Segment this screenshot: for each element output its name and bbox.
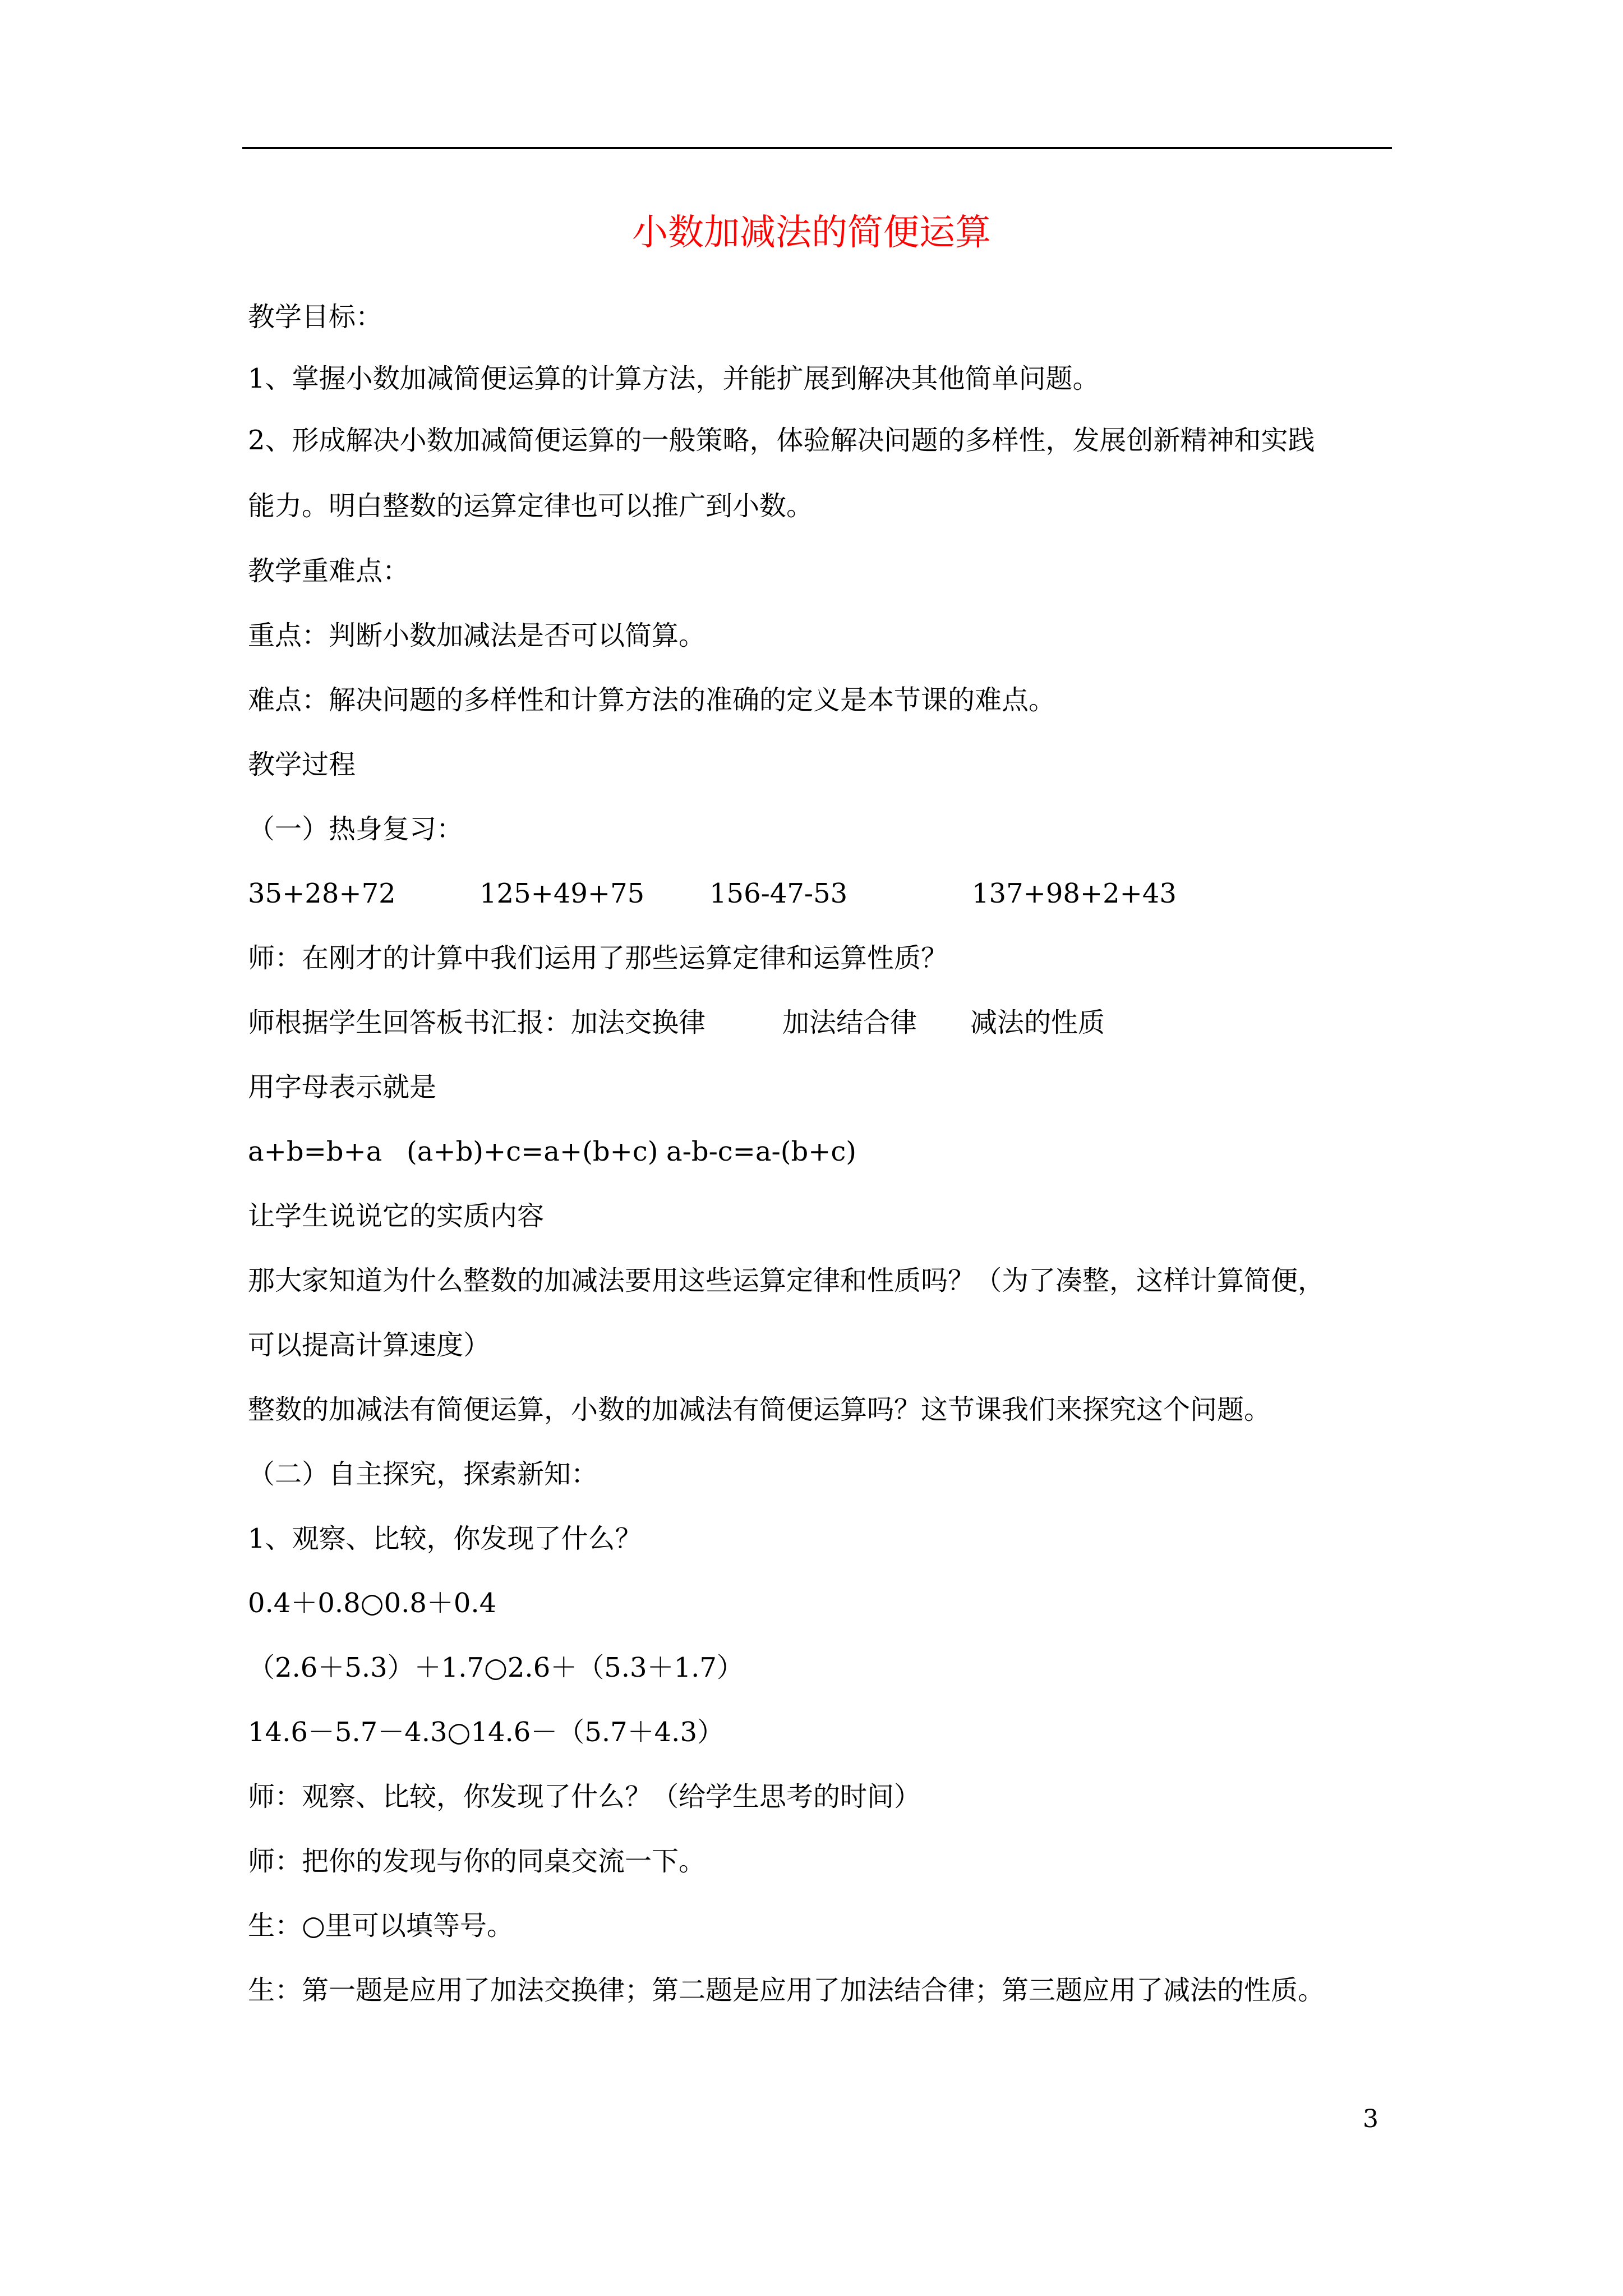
difficult-point: 难点：解决问题的多样性和计算方法的准确的定义是本节课的难点。	[248, 684, 1056, 716]
board-item-subtraction: 减法的性质	[970, 1007, 1105, 1038]
student-answer-2: 生：第一题是应用了加法交换律；第二题是应用了加法结合律；第三题应用了减法的性质。	[248, 1975, 1325, 2006]
section-1-heading: （一）热身复习：	[248, 813, 464, 845]
page-title: 小数加减法的简便运算	[632, 212, 991, 254]
warmup-exercise: 156-47-53	[709, 878, 848, 909]
students-explain: 让学生说说它的实质内容	[248, 1200, 545, 1232]
letters-intro: 用字母表示就是	[248, 1071, 437, 1103]
key-points-heading: 教学重难点：	[248, 555, 410, 587]
objectives-heading: 教学目标：	[248, 301, 383, 333]
teacher-question-3: 师：把你的发现与你的同桌交流一下。	[248, 1846, 706, 1877]
formula: a+b=b+a	[248, 1136, 382, 1167]
why-line-2: 可以提高计算速度）	[248, 1329, 491, 1361]
objective-2-line-1: 2、形成解决小数加减简便运算的一般策略，体验解决问题的多样性，发展创新精神和实践	[248, 425, 1315, 456]
transition: 整数的加减法有简便运算，小数的加减法有简便运算吗？这节课我们来探究这个问题。	[248, 1394, 1271, 1425]
teacher-question-2: 师：观察、比较，你发现了什么？（给学生思考的时间）	[248, 1781, 921, 1812]
warmup-exercise: 125+49+75	[479, 878, 645, 909]
formula: a-b-c=a-(b+c)	[666, 1136, 856, 1167]
compare-1: 0.4＋0.8○0.8＋0.4	[248, 1588, 497, 1619]
section-2-heading: （二）自主探究，探索新知：	[248, 1458, 598, 1490]
observe-heading: 1、观察、比较，你发现了什么？	[248, 1523, 642, 1554]
warmup-exercise: 137+98+2+43	[972, 878, 1177, 909]
why-line-1: 那大家知道为什么整数的加减法要用这些运算定律和性质吗？（为了凑整，这样计算简便，	[248, 1265, 1325, 1296]
page-number: 3	[1363, 2105, 1378, 2133]
objective-1: 1、掌握小数加减简便运算的计算方法，并能扩展到解决其他简单问题。	[248, 363, 1100, 394]
compare-3: 14.6－5.7－4.3○14.6－（5.7＋4.3）	[248, 1717, 724, 1748]
formula: (a+b)+c=a+(b+c)	[407, 1136, 658, 1167]
board-intro: 师根据学生回答板书汇报：加法交换律	[248, 1007, 706, 1038]
key-point: 重点：判断小数加减法是否可以简算。	[248, 620, 706, 651]
board-item-associative: 加法结合律	[782, 1007, 917, 1038]
process-heading: 教学过程	[248, 749, 356, 780]
header-rule	[242, 147, 1392, 149]
compare-2: （2.6＋5.3）＋1.7○2.6＋（5.3＋1.7）	[248, 1652, 744, 1683]
warmup-exercise: 35+28+72	[248, 878, 396, 909]
student-answer-1: 生：○里可以填等号。	[248, 1910, 514, 1941]
teacher-question-1: 师：在刚才的计算中我们运用了那些运算定律和运算性质？	[248, 942, 948, 974]
objective-2-line-2: 能力。明白整数的运算定律也可以推广到小数。	[248, 490, 814, 522]
